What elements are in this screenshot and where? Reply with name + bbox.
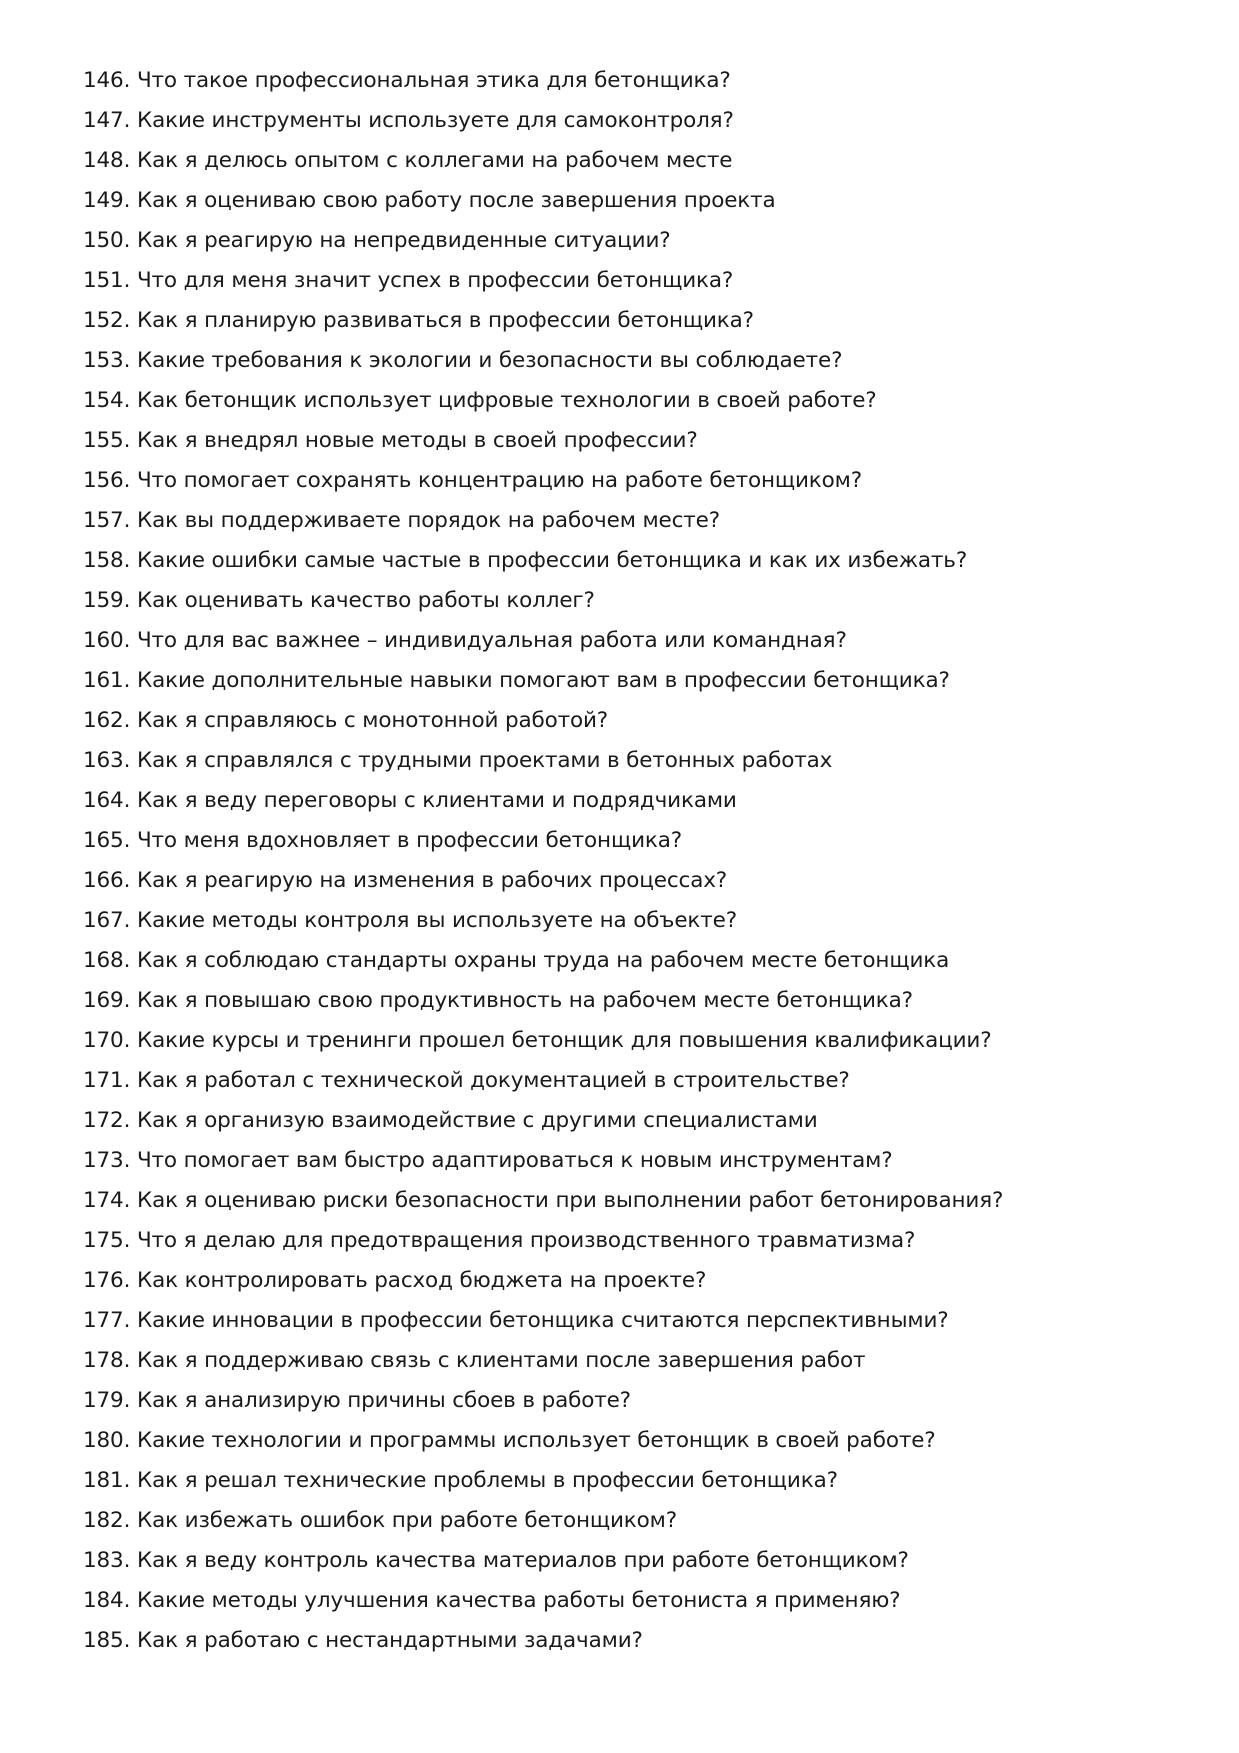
question-item <box>83 421 1183 461</box>
question-number: 152. <box>83 308 131 333</box>
question-item <box>83 1341 1183 1381</box>
question-number: 161. <box>83 668 131 693</box>
question-number: 157. <box>83 508 131 533</box>
question-item <box>83 141 1183 181</box>
question-number: 150. <box>83 228 131 253</box>
question-number: 156. <box>83 468 131 493</box>
question-text: Как я реагирую на непредвиденные ситуации? <box>136 228 671 253</box>
question-text: Как я работал с технической документацией в строительстве? <box>136 1068 850 1093</box>
question-text: Как я повышаю свою продуктивность на рабочем месте бетонщика? <box>136 988 913 1013</box>
question-text: Какие требования к экологии и безопасности вы соблюдаете? <box>136 348 843 373</box>
question-number: 174. <box>83 1188 131 1213</box>
question-item <box>83 181 1183 221</box>
question-item <box>83 1301 1183 1341</box>
question-number: 172. <box>83 1108 131 1133</box>
question-number: 155. <box>83 428 131 453</box>
question-number: 180. <box>83 1428 131 1453</box>
question-number: 166. <box>83 868 131 893</box>
question-text: Какие инновации в профессии бетонщика считаются перспективными? <box>136 1308 949 1333</box>
question-number: 175. <box>83 1228 131 1253</box>
question-text: Что я делаю для предотвращения производственного травматизма? <box>136 1228 916 1253</box>
question-item <box>83 861 1183 901</box>
question-text: Как я решал технические проблемы в профессии бетонщика? <box>136 1468 838 1493</box>
question-item <box>83 1581 1183 1621</box>
question-item <box>83 1141 1183 1181</box>
question-text: Что помогает сохранять концентрацию на работе бетонщиком? <box>136 468 862 493</box>
question-text: Как я поддерживаю связь с клиентами после завершения работ <box>136 1348 866 1373</box>
question-number: 158. <box>83 548 131 573</box>
question-text: Что меня вдохновляет в профессии бетонщика? <box>136 828 683 853</box>
question-number: 160. <box>83 628 131 653</box>
question-item <box>83 61 1183 101</box>
question-text: Как я оцениваю риски безопасности при выполнении работ бетонирования? <box>136 1188 1004 1213</box>
question-item <box>83 1501 1183 1541</box>
question-item <box>83 541 1183 581</box>
question-text: Какие курсы и тренинги прошел бетонщик для повышения квалификации? <box>136 1028 992 1053</box>
question-item <box>83 621 1183 661</box>
question-number: 177. <box>83 1308 131 1333</box>
question-text: Какие методы контроля вы используете на объекте? <box>136 908 737 933</box>
question-item <box>83 221 1183 261</box>
question-text: Что такое профессиональная этика для бетонщика? <box>136 68 731 93</box>
question-list <box>83 61 1183 1661</box>
question-item <box>83 1461 1183 1501</box>
question-item <box>83 981 1183 1021</box>
question-text: Как я планирую развиваться в профессии бетонщика? <box>136 308 754 333</box>
question-number: 181. <box>83 1468 131 1493</box>
question-item <box>83 701 1183 741</box>
question-item <box>83 1261 1183 1301</box>
question-number: 185. <box>83 1628 131 1653</box>
question-number: 159. <box>83 588 131 613</box>
question-text: Как я оцениваю свою работу после завершения проекта <box>136 188 776 213</box>
question-item <box>83 341 1183 381</box>
question-item <box>83 301 1183 341</box>
question-item <box>83 1421 1183 1461</box>
question-item <box>83 1021 1183 1061</box>
question-number: 173. <box>83 1148 131 1173</box>
question-item <box>83 741 1183 781</box>
question-item <box>83 1181 1183 1221</box>
question-text: Как я анализирую причины сбоев в работе? <box>136 1388 631 1413</box>
question-item <box>83 821 1183 861</box>
question-number: 163. <box>83 748 131 773</box>
question-text: Как я внедрял новые методы в своей профессии? <box>136 428 698 453</box>
question-number: 148. <box>83 148 131 173</box>
question-item <box>83 261 1183 301</box>
question-text: Что для меня значит успех в профессии бетонщика? <box>136 268 734 293</box>
question-item <box>83 501 1183 541</box>
question-text: Как вы поддерживаете порядок на рабочем месте? <box>136 508 720 533</box>
question-item <box>83 581 1183 621</box>
question-text: Как я веду переговоры с клиентами и подрядчиками <box>136 788 737 813</box>
question-item <box>83 1621 1183 1661</box>
question-text: Как я справляюсь с монотонной работой? <box>136 708 609 733</box>
question-text: Какие методы улучшения качества работы бетониста я применяю? <box>136 1588 901 1613</box>
question-text: Как я делюсь опытом с коллегами на рабочем месте <box>136 148 733 173</box>
question-text: Как я справлялся с трудными проектами в бетонных работах <box>136 748 833 773</box>
question-text: Какие дополнительные навыки помогают вам в профессии бетонщика? <box>136 668 950 693</box>
question-number: 151. <box>83 268 131 293</box>
question-item <box>83 781 1183 821</box>
question-text: Какие инструменты используете для самоконтроля? <box>136 108 734 133</box>
question-item <box>83 461 1183 501</box>
question-item <box>83 661 1183 701</box>
question-text: Как я реагирую на изменения в рабочих процессах? <box>136 868 728 893</box>
question-text: Как я соблюдаю стандарты охраны труда на рабочем месте бетонщика <box>136 948 950 973</box>
question-number: 184. <box>83 1588 131 1613</box>
question-number: 162. <box>83 708 131 733</box>
question-text: Что для вас важнее – индивидуальная работа или командная? <box>136 628 847 653</box>
question-item <box>83 381 1183 421</box>
question-text: Как я работаю с нестандартными задачами? <box>136 1628 643 1653</box>
question-number: 153. <box>83 348 131 373</box>
question-text: Как я веду контроль качества материалов при работе бетонщиком? <box>136 1548 909 1573</box>
question-number: 182. <box>83 1508 131 1533</box>
question-number: 170. <box>83 1028 131 1053</box>
question-number: 168. <box>83 948 131 973</box>
question-number: 165. <box>83 828 131 853</box>
question-number: 167. <box>83 908 131 933</box>
question-number: 146. <box>83 68 131 93</box>
question-number: 164. <box>83 788 131 813</box>
question-item <box>83 1101 1183 1141</box>
question-number: 147. <box>83 108 131 133</box>
question-number: 171. <box>83 1068 131 1093</box>
question-text: Как бетонщик использует цифровые технологии в своей работе? <box>136 388 877 413</box>
question-item <box>83 1221 1183 1261</box>
question-item <box>83 101 1183 141</box>
question-number: 176. <box>83 1268 131 1293</box>
question-number: 169. <box>83 988 131 1013</box>
question-number: 154. <box>83 388 131 413</box>
question-text: Какие ошибки самые частые в профессии бетонщика и как их избежать? <box>136 548 968 573</box>
question-number: 179. <box>83 1388 131 1413</box>
question-text: Как контролировать расход бюджета на проекте? <box>136 1268 707 1293</box>
question-text: Как оценивать качество работы коллег? <box>136 588 595 613</box>
question-number: 183. <box>83 1548 131 1573</box>
question-item <box>83 941 1183 981</box>
question-number: 149. <box>83 188 131 213</box>
question-text: Как я организую взаимодействие с другими специалистами <box>136 1108 818 1133</box>
question-text: Какие технологии и программы использует бетонщик в своей работе? <box>136 1428 936 1453</box>
question-item <box>83 1541 1183 1581</box>
question-item <box>83 1381 1183 1421</box>
question-number: 178. <box>83 1348 131 1373</box>
question-text: Что помогает вам быстро адаптироваться к новым инструментам? <box>136 1148 893 1173</box>
question-item <box>83 1061 1183 1101</box>
question-text: Как избежать ошибок при работе бетонщиком? <box>136 1508 677 1533</box>
question-item <box>83 901 1183 941</box>
